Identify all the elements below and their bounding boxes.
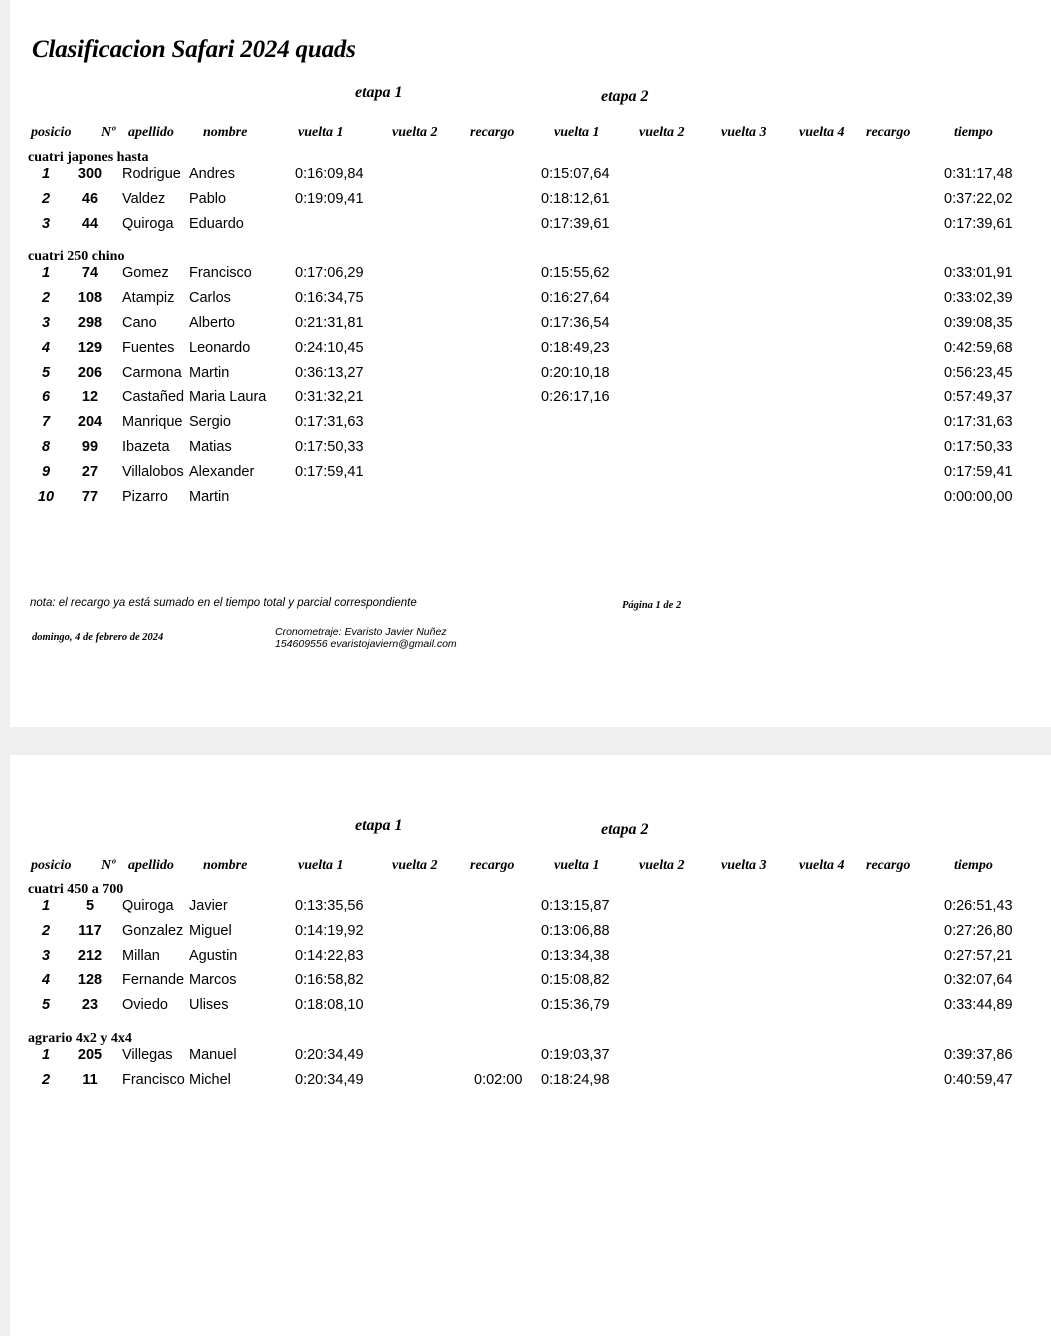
name-cell: Carlos <box>189 290 231 307</box>
number-cell: 27 <box>81 463 99 480</box>
header-apellido: apellido <box>128 125 174 140</box>
etapa-1-heading: etapa 1 <box>355 84 403 101</box>
header-etapa2-vuelta1: vuelta 1 <box>554 125 600 140</box>
surname-cell: Millan <box>122 947 160 964</box>
total-time-cell: 0:56:23,45 <box>944 364 1013 381</box>
name-cell: Marcos <box>189 972 237 989</box>
name-cell: Alexander <box>189 463 255 480</box>
category-heading: cuatri 450 a 700 <box>28 882 124 897</box>
position-cell: 7 <box>41 414 51 431</box>
etapa1-vuelta1-cell: 0:17:59,41 <box>295 463 364 480</box>
header-numero: Nº <box>101 125 116 140</box>
name-cell: Sergio <box>189 414 231 431</box>
position-cell: 1 <box>41 265 51 282</box>
etapa1-vuelta1-cell: 0:20:34,49 <box>295 1047 364 1063</box>
surname-cell: Fuentes <box>122 339 175 356</box>
header-etapa1-recargo: recargo <box>470 858 515 873</box>
surname-cell: Pizarro <box>122 488 168 505</box>
position-cell: 2 <box>41 1071 51 1088</box>
position-cell: 5 <box>41 997 51 1014</box>
etapa1-vuelta1-cell: 0:14:22,83 <box>295 947 364 964</box>
surname-cell: Fernande <box>122 972 185 989</box>
surname-cell: Manrique <box>122 414 183 431</box>
position-cell: 1 <box>41 898 51 914</box>
position-cell: 3 <box>41 947 51 964</box>
etapa1-vuelta1-cell: 0:14:19,92 <box>295 922 364 939</box>
total-time-cell: 0:39:08,35 <box>944 315 1013 331</box>
surname-cell: Oviedo <box>122 997 168 1014</box>
etapa2-vuelta1-cell: 0:18:24,98 <box>541 1071 610 1088</box>
surname-cell: Gonzalez <box>122 922 184 939</box>
etapa1-vuelta1-cell: 0:13:35,56 <box>295 898 364 914</box>
total-time-cell: 0:39:37,86 <box>944 1047 1013 1063</box>
etapa2-vuelta1-cell: 0:18:12,61 <box>541 190 610 207</box>
number-cell: 5 <box>85 898 95 914</box>
header-posicio: posicio <box>31 125 72 140</box>
etapa2-vuelta1-cell: 0:13:15,87 <box>541 898 610 914</box>
position-cell: 1 <box>41 1047 51 1063</box>
number-cell: 77 <box>81 488 99 505</box>
etapa2-vuelta1-cell: 0:13:34,38 <box>541 947 610 964</box>
etapa1-vuelta1-cell: 0:21:31,81 <box>295 315 364 331</box>
etapa1-vuelta1-cell: 0:16:34,75 <box>295 290 364 307</box>
number-cell: 117 <box>78 922 102 939</box>
etapa2-vuelta1-cell: 0:19:03,37 <box>541 1047 610 1063</box>
etapa2-vuelta1-cell: 0:18:49,23 <box>541 339 610 356</box>
total-time-cell: 0:42:59,68 <box>944 339 1013 356</box>
header-etapa1-vuelta1: vuelta 1 <box>298 125 344 140</box>
position-cell: 6 <box>41 389 51 406</box>
position-cell: 4 <box>41 339 51 356</box>
etapa2-vuelta1-cell: 0:15:36,79 <box>541 997 610 1014</box>
page-number: Página 1 de 2 <box>622 600 682 611</box>
total-time-cell: 0:17:31,63 <box>944 414 1013 431</box>
name-cell: Ulises <box>189 997 229 1014</box>
header-etapa1-vuelta1: vuelta 1 <box>298 858 344 873</box>
number-cell: 99 <box>81 439 99 455</box>
surname-cell: Francisco <box>122 1071 185 1088</box>
position-cell: 3 <box>41 215 51 232</box>
name-cell: Alberto <box>189 315 235 331</box>
category-heading: cuatri 250 chino <box>28 249 125 265</box>
page-2 <box>10 755 1051 1336</box>
header-etapa2-vuelta3: vuelta 3 <box>721 858 767 873</box>
number-cell: 205 <box>77 1047 103 1063</box>
number-cell: 129 <box>77 339 103 356</box>
etapa1-vuelta1-cell: 0:17:06,29 <box>295 265 364 282</box>
etapa2-vuelta1-cell: 0:17:36,54 <box>541 315 610 331</box>
number-cell: 300 <box>77 166 103 182</box>
etapa1-vuelta1-cell: 0:20:34,49 <box>295 1071 364 1088</box>
surname-cell: Gomez <box>122 265 169 282</box>
number-cell: 44 <box>81 215 99 232</box>
name-cell: Maria Laura <box>189 389 267 406</box>
etapa-1-heading: etapa 1 <box>355 817 403 834</box>
name-cell: Miguel <box>189 922 232 939</box>
header-tiempo: tiempo <box>954 858 993 873</box>
etapa-2-heading: etapa 2 <box>601 88 649 105</box>
total-time-cell: 0:17:39,61 <box>944 215 1013 232</box>
etapa1-recargo-cell: 0:02:00 <box>474 1071 523 1088</box>
position-cell: 8 <box>41 439 51 455</box>
total-time-cell: 0:17:59,41 <box>944 463 1013 480</box>
number-cell: 11 <box>82 1071 98 1088</box>
header-etapa1-vuelta2: vuelta 2 <box>392 858 438 873</box>
number-cell: 12 <box>81 389 99 406</box>
total-time-cell: 0:40:59,47 <box>944 1071 1013 1088</box>
total-time-cell: 0:27:26,80 <box>944 922 1013 939</box>
name-cell: Pablo <box>189 190 227 207</box>
header-etapa2-recargo: recargo <box>866 125 911 140</box>
surname-cell: Villegas <box>122 1047 173 1063</box>
header-numero: Nº <box>101 858 116 873</box>
etapa-2-heading: etapa 2 <box>601 821 649 838</box>
number-cell: 204 <box>77 414 103 431</box>
total-time-cell: 0:27:57,21 <box>944 947 1013 964</box>
header-etapa2-vuelta4: vuelta 4 <box>799 858 845 873</box>
total-time-cell: 0:26:51,43 <box>944 898 1013 914</box>
etapa2-vuelta1-cell: 0:16:27,64 <box>541 290 610 307</box>
number-cell: 23 <box>81 997 99 1014</box>
number-cell: 128 <box>77 972 103 989</box>
surname-cell: Quiroga <box>122 215 174 232</box>
name-cell: Michel <box>189 1071 231 1088</box>
total-time-cell: 0:17:50,33 <box>944 439 1013 455</box>
header-nombre: nombre <box>203 125 248 140</box>
number-cell: 46 <box>81 190 99 207</box>
surname-cell: Castañed <box>122 389 185 406</box>
timing-credit-name: Cronometraje: Evaristo Javier Nuñez <box>275 626 447 638</box>
name-cell: Manuel <box>189 1047 237 1063</box>
position-cell: 2 <box>41 922 51 939</box>
etapa2-vuelta1-cell: 0:20:10,18 <box>541 364 610 381</box>
category-heading: agrario 4x2 y 4x4 <box>28 1031 132 1046</box>
number-cell: 206 <box>77 364 103 381</box>
header-etapa2-vuelta2: vuelta 2 <box>639 125 685 140</box>
total-time-cell: 0:00:00,00 <box>944 488 1013 505</box>
header-tiempo: tiempo <box>954 125 993 140</box>
total-time-cell: 0:33:44,89 <box>944 997 1013 1014</box>
name-cell: Matias <box>189 439 232 455</box>
header-etapa1-vuelta2: vuelta 2 <box>392 125 438 140</box>
header-etapa2-vuelta3: vuelta 3 <box>721 125 767 140</box>
name-cell: Agustin <box>189 947 238 964</box>
header-etapa1-recargo: recargo <box>470 125 515 140</box>
total-time-cell: 0:57:49,37 <box>944 389 1013 406</box>
header-etapa2-vuelta4: vuelta 4 <box>799 125 845 140</box>
header-nombre: nombre <box>203 858 248 873</box>
total-time-cell: 0:33:02,39 <box>944 290 1013 307</box>
position-cell: 3 <box>41 315 51 331</box>
name-cell: Martin <box>189 364 230 381</box>
number-cell: 74 <box>81 265 99 282</box>
header-posicio: posicio <box>31 858 72 873</box>
number-cell: 108 <box>77 290 103 307</box>
category-heading: cuatri japones hasta <box>28 150 149 165</box>
footer-date: domingo, 4 de febrero de 2024 <box>32 632 164 643</box>
etapa2-vuelta1-cell: 0:26:17,16 <box>541 389 610 406</box>
total-time-cell: 0:33:01,91 <box>944 265 1013 282</box>
surname-cell: Valdez <box>122 190 166 207</box>
surname-cell: Carmona <box>122 364 182 381</box>
document-title: Clasificacion Safari 2024 quads <box>32 36 356 63</box>
etapa2-vuelta1-cell: 0:13:06,88 <box>541 922 610 939</box>
surname-cell: Quiroga <box>122 898 174 914</box>
name-cell: Martin <box>189 488 230 505</box>
etapa1-vuelta1-cell: 0:19:09,41 <box>295 190 364 207</box>
etapa1-vuelta1-cell: 0:16:09,84 <box>295 166 364 182</box>
surname-cell: Ibazeta <box>122 439 170 455</box>
position-cell: 1 <box>41 166 51 182</box>
position-cell: 9 <box>41 463 51 480</box>
etapa1-vuelta1-cell: 0:17:31,63 <box>295 414 364 431</box>
number-cell: 212 <box>77 947 103 964</box>
number-cell: 298 <box>77 315 103 331</box>
position-cell: 2 <box>41 290 51 307</box>
etapa2-vuelta1-cell: 0:15:07,64 <box>541 166 610 182</box>
etapa2-vuelta1-cell: 0:15:08,82 <box>541 972 610 989</box>
total-time-cell: 0:37:22,02 <box>944 190 1013 207</box>
etapa1-vuelta1-cell: 0:16:58,82 <box>295 972 364 989</box>
name-cell: Javier <box>189 898 228 914</box>
header-etapa2-recargo: recargo <box>866 858 911 873</box>
surname-cell: Villalobos <box>122 463 184 480</box>
footer-note: nota: el recargo ya está sumado en el tiempo total y parcial correspondiente <box>30 597 417 609</box>
etapa1-vuelta1-cell: 0:18:08,10 <box>295 997 364 1014</box>
name-cell: Francisco <box>189 265 252 282</box>
surname-cell: Atampiz <box>122 290 175 307</box>
timing-credit-contact: 154609556 evaristojaviern@gmail.com <box>275 638 457 650</box>
name-cell: Eduardo <box>189 215 244 232</box>
header-etapa2-vuelta2: vuelta 2 <box>639 858 685 873</box>
position-cell: 4 <box>41 972 51 989</box>
total-time-cell: 0:31:17,48 <box>944 166 1013 182</box>
name-cell: Andres <box>189 166 235 182</box>
header-apellido: apellido <box>128 858 174 873</box>
etapa1-vuelta1-cell: 0:31:32,21 <box>295 389 364 406</box>
position-cell: 5 <box>41 364 51 381</box>
surname-cell: Cano <box>122 315 157 331</box>
etapa1-vuelta1-cell: 0:36:13,27 <box>295 364 364 381</box>
timing-credit <box>275 626 457 650</box>
name-cell: Leonardo <box>189 339 251 356</box>
position-cell: 10 <box>37 488 55 505</box>
total-time-cell: 0:32:07,64 <box>944 972 1013 989</box>
etapa2-vuelta1-cell: 0:17:39,61 <box>541 215 610 232</box>
etapa1-vuelta1-cell: 0:24:10,45 <box>295 339 364 356</box>
etapa2-vuelta1-cell: 0:15:55,62 <box>541 265 610 282</box>
header-etapa2-vuelta1: vuelta 1 <box>554 858 600 873</box>
surname-cell: Rodrigue <box>122 166 181 182</box>
position-cell: 2 <box>41 190 51 207</box>
page-1 <box>10 0 1051 727</box>
etapa1-vuelta1-cell: 0:17:50,33 <box>295 439 364 455</box>
